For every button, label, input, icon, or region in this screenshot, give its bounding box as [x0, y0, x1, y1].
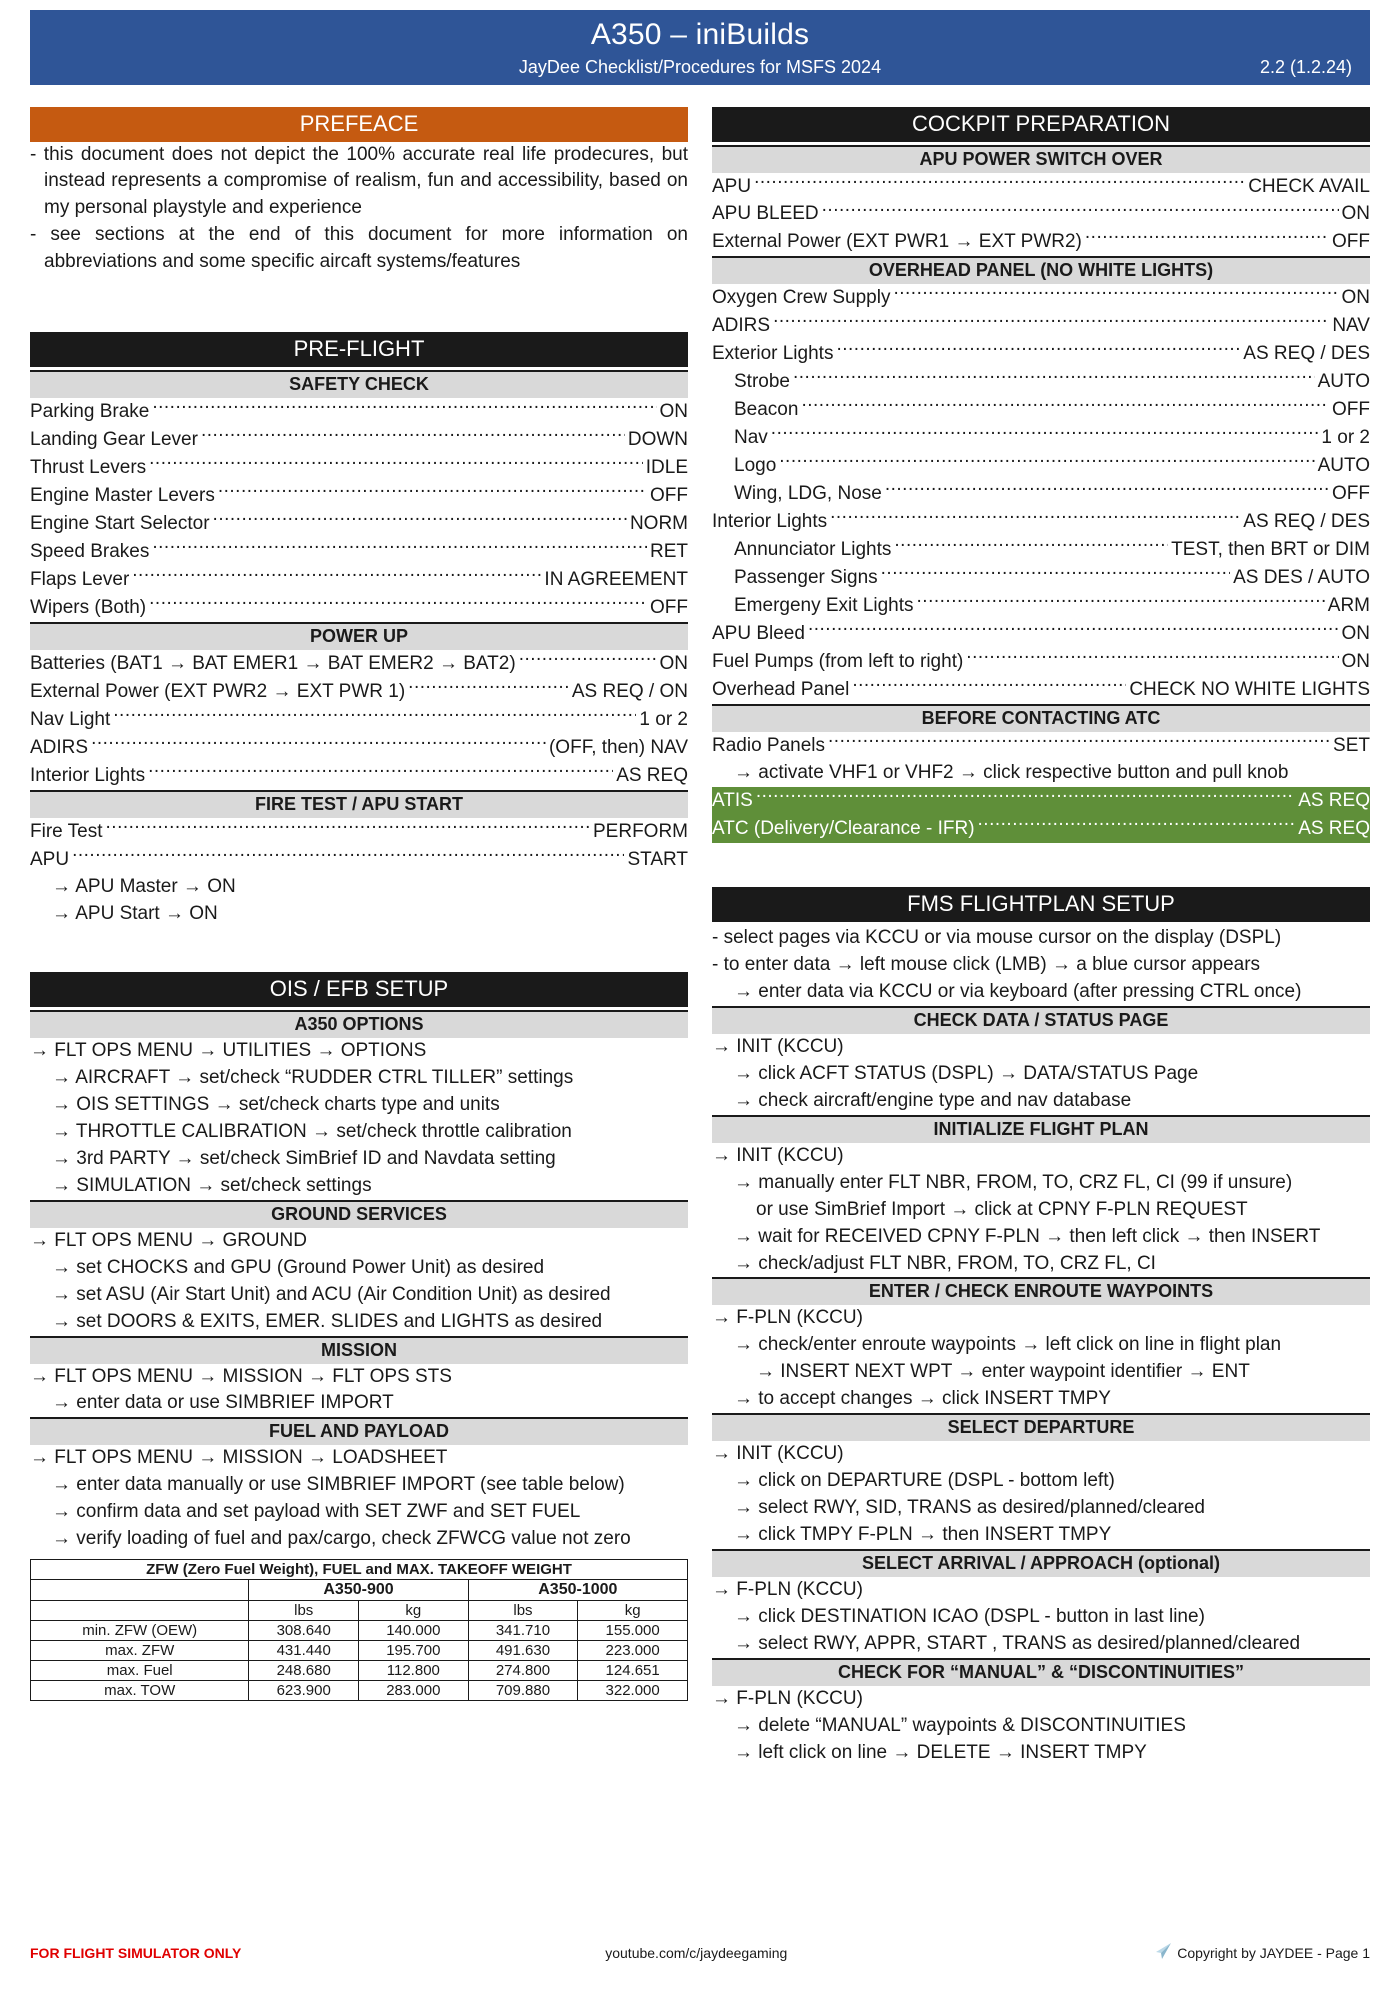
- leader-dots: [152, 538, 647, 557]
- note-line: → INIT (KCCU): [712, 1144, 844, 1166]
- note-line: → enter data via KCCU or via keyboard (after pressing CTRL once): [734, 980, 1302, 1002]
- subsection-a350-options: A350 OPTIONS: [30, 1010, 688, 1038]
- checklist-value: (OFF, then) NAV: [548, 737, 688, 758]
- leader-dots: [836, 340, 1240, 359]
- checklist-row: [712, 340, 1370, 368]
- page-footer: [30, 1942, 1370, 1963]
- checklist-label: Interior Lights: [712, 511, 828, 533]
- model-header-900: A350-900: [249, 1580, 468, 1601]
- subsection-overhead-panel: OVERHEAD PANEL (NO WHITE LIGHTS): [712, 256, 1370, 284]
- checklist-row: [712, 173, 1370, 201]
- checklist-label: Engine Start Selector: [30, 513, 210, 535]
- note-line: → set ASU (Air Start Unit) and ACU (Air Condition Unit) as desired: [52, 1283, 611, 1305]
- checklist-label: Radio Panels: [712, 734, 826, 756]
- checklist-row: [712, 424, 1370, 452]
- checklist-label: Nav: [734, 427, 768, 449]
- note-line: → F-PLN (KCCU): [712, 1688, 863, 1710]
- checklist-row: [30, 566, 688, 594]
- row-label: max. ZFW: [31, 1641, 249, 1661]
- checklist-row: [30, 482, 688, 510]
- note-line: → set DOORS & EXITS, EMER. SLIDES and LIGHTS as desired: [52, 1310, 603, 1332]
- leader-dots: [218, 482, 647, 501]
- checklist-row: [712, 480, 1370, 508]
- cell-value: 155.000: [578, 1621, 688, 1641]
- subsection-fuel-and-payload: FUEL AND PAYLOAD: [30, 1417, 688, 1445]
- checklist-value: START: [627, 848, 688, 870]
- subsection-safety-check: SAFETY CHECK: [30, 370, 688, 398]
- subsection-fire-test-apu-start: FIRE TEST / APU START: [30, 790, 688, 818]
- checklist-value: OFF: [650, 485, 688, 507]
- table-row: [31, 1601, 688, 1621]
- checklist-value: CHECK AVAIL: [1248, 175, 1370, 197]
- leader-dots: [519, 650, 657, 669]
- table-row: [31, 1681, 688, 1701]
- left-column: [30, 107, 688, 1768]
- checklist-value: IN AGREEMENT: [544, 569, 688, 591]
- checklist-row: [712, 620, 1370, 648]
- checklist-label: Wipers (Both): [30, 597, 147, 619]
- checklist-row: [30, 706, 688, 734]
- leader-dots: [756, 787, 1295, 806]
- checklist-value: SET: [1333, 734, 1370, 756]
- subsection-power-up: POWER UP: [30, 622, 688, 650]
- checklist-label: ATIS: [712, 789, 753, 811]
- note-line: → activate VHF1 or VHF2 → click respective button and pull knob: [734, 761, 1289, 783]
- cell-value: 124.651: [578, 1661, 688, 1681]
- note-line: → confirm data and set payload with SET ZWF and SET FUEL: [52, 1501, 581, 1523]
- page-subtitle: JayDee Checklist/Procedures for MSFS 2024: [518, 56, 882, 77]
- checklist-label: Parking Brake: [30, 401, 150, 423]
- cell-value: 274.800: [468, 1661, 578, 1681]
- table-row: [31, 1560, 688, 1580]
- checklist-label: Logo: [734, 455, 777, 477]
- checklist-row: [712, 592, 1370, 620]
- subsection-select-arrival-approach: SELECT ARRIVAL / APPROACH (optional): [712, 1549, 1370, 1577]
- note-line: → APU Start → ON: [52, 902, 218, 924]
- cell-value: 308.640: [249, 1621, 359, 1641]
- cell-value: 341.710: [468, 1621, 578, 1641]
- empty-corner-cell: [31, 1580, 249, 1601]
- footer-disclaimer: FOR FLIGHT SIMULATOR ONLY: [30, 1944, 242, 1961]
- note-line: → check/enter enroute waypoints → left click on line in flight plan: [734, 1334, 1282, 1356]
- cell-value: 112.800: [359, 1661, 469, 1681]
- note-line: → enter data or use SIMBRIEF IMPORT: [52, 1392, 394, 1414]
- subsection-check-for-manual-discontinuities: CHECK FOR “MANUAL” & “DISCONTINUITIES”: [712, 1658, 1370, 1686]
- note-line: → set CHOCKS and GPU (Ground Power Unit) as desired: [52, 1256, 545, 1278]
- checklist-label: Exterior Lights: [712, 343, 834, 365]
- checklist-label: Emergeny Exit Lights: [734, 595, 914, 617]
- checklist-label: APU Bleed: [712, 623, 805, 645]
- checklist-value: NAV: [1332, 315, 1370, 337]
- leader-dots: [822, 200, 1339, 219]
- page-header-banner: [30, 10, 1370, 85]
- checklist-label: Passenger Signs: [734, 567, 878, 589]
- preface-line-2: - see sections at the end of this document for more information on abbreviations and some specific aircaft systems/features: [30, 224, 688, 273]
- leader-dots: [408, 678, 569, 697]
- cell-value: 623.900: [249, 1681, 359, 1701]
- section-header-cockpit-preparation: COCKPIT PREPARATION: [712, 107, 1370, 145]
- checklist-value: AUTO: [1317, 455, 1370, 477]
- checklist-value: AS REQ / ON: [571, 681, 688, 703]
- note-line: - select pages via KCCU or via mouse cursor on the display (DSPL): [712, 926, 1282, 948]
- checklist-label: Fuel Pumps (from left to right): [712, 651, 964, 672]
- leader-dots: [213, 510, 627, 529]
- leader-dots: [773, 312, 1329, 331]
- note-line: → THROTTLE CALIBRATION → set/check throttle calibration: [52, 1120, 572, 1142]
- leader-dots: [148, 762, 613, 781]
- leader-dots: [201, 426, 625, 445]
- checklist-value: OFF: [1332, 231, 1370, 253]
- leader-dots: [771, 424, 1319, 443]
- checklist-label: Thrust Levers: [30, 457, 147, 479]
- checklist-label: Overhead Panel: [712, 678, 850, 700]
- checklist-value: ON: [1341, 203, 1370, 225]
- note-line: → select RWY, APPR, START , TRANS as desired/planned/cleared: [734, 1633, 1301, 1655]
- leader-dots: [801, 396, 1329, 415]
- checklist-value: DOWN: [627, 429, 688, 451]
- checklist-value: RET: [650, 541, 688, 563]
- checklist-row: [712, 536, 1370, 564]
- unit-header: kg: [359, 1601, 469, 1621]
- leader-dots: [828, 732, 1330, 751]
- leader-dots: [1085, 228, 1329, 247]
- paper-plane-icon: [1151, 1942, 1173, 1963]
- subsection-initialize-flight-plan: INITIALIZE FLIGHT PLAN: [712, 1115, 1370, 1143]
- checklist-row: [712, 732, 1370, 760]
- checklist-label: Fire Test: [30, 820, 103, 842]
- checklist-value: IDLE: [645, 457, 688, 479]
- subsection-ground-services: GROUND SERVICES: [30, 1200, 688, 1228]
- checklist-row-highlighted: [712, 787, 1370, 815]
- leader-dots: [149, 454, 643, 473]
- table-row: [31, 1641, 688, 1661]
- leader-dots: [132, 566, 541, 585]
- note-line: → check/adjust FLT NBR, FROM, TO, CRZ FL, CI: [734, 1252, 1156, 1274]
- note-line: → INIT (KCCU): [712, 1443, 844, 1465]
- checklist-row: [712, 200, 1370, 228]
- subsection-apu-power-switch-over: APU POWER SWITCH OVER: [712, 145, 1370, 173]
- cell-value: 195.700: [359, 1641, 469, 1661]
- checklist-label: External Power (EXT PWR2 → EXT PWR 1): [30, 681, 406, 703]
- cell-value: 140.000: [359, 1621, 469, 1641]
- checklist-value: TEST, then BRT or DIM: [1171, 539, 1370, 561]
- checklist-label: Flaps Lever: [30, 569, 130, 591]
- leader-dots: [793, 368, 1315, 387]
- leader-dots: [894, 536, 1168, 555]
- checklist-row: [30, 650, 688, 678]
- checklist-row: [30, 818, 688, 846]
- zfw-table-caption: ZFW (Zero Fuel Weight), FUEL and MAX. TAKEOFF WEIGHT: [31, 1560, 688, 1580]
- table-row: [31, 1580, 688, 1601]
- checklist-row: [712, 648, 1370, 676]
- note-line: → left click on line → DELETE → INSERT TMPY: [734, 1742, 1147, 1764]
- cell-value: 709.880: [468, 1681, 578, 1701]
- leader-dots: [152, 398, 656, 417]
- subsection-mission: MISSION: [30, 1336, 688, 1364]
- checklist-row: [712, 368, 1370, 396]
- leader-dots: [852, 676, 1126, 695]
- empty-corner-cell: [31, 1601, 249, 1621]
- note-line: → select RWY, SID, TRANS as desired/planned/cleared: [734, 1497, 1206, 1519]
- page-title: A350 – iniBuilds: [590, 18, 810, 51]
- checklist-label: ADIRS: [712, 315, 771, 337]
- model-header-1000: A350-1000: [468, 1580, 687, 1601]
- section-header-preface: PREFEACE: [30, 107, 688, 142]
- note-line: - to enter data → left mouse click (LMB) → a blue cursor appears: [712, 953, 1261, 975]
- checklist-value: CHECK NO WHITE LIGHTS: [1129, 678, 1370, 700]
- checklist-label: ADIRS: [30, 737, 89, 758]
- checklist-label: APU BLEED: [712, 203, 819, 225]
- leader-dots: [917, 592, 1325, 611]
- checklist-row: [30, 678, 688, 706]
- row-label: min. ZFW (OEW): [31, 1621, 249, 1641]
- checklist-value: ARM: [1327, 595, 1370, 617]
- section-header-fms-flightplan-setup: FMS FLIGHTPLAN SETUP: [712, 887, 1370, 925]
- checklist-row-highlighted: [712, 815, 1370, 843]
- note-line: → click DESTINATION ICAO (DSPL - button in last line): [734, 1606, 1205, 1628]
- footer-copyright-group: [1151, 1942, 1370, 1963]
- cell-value: 248.680: [249, 1661, 359, 1681]
- note-line: → INIT (KCCU): [712, 1035, 844, 1057]
- checklist-label: APU: [712, 175, 752, 197]
- note-line: → SIMULATION → set/check settings: [52, 1174, 372, 1196]
- leader-dots: [893, 284, 1338, 303]
- note-line: → AIRCRAFT → set/check “RUDDER CTRL TILLER” settings: [52, 1066, 574, 1088]
- checklist-row: [712, 508, 1370, 536]
- note-line: → FLT OPS MENU → GROUND: [30, 1229, 307, 1251]
- unit-header: lbs: [468, 1601, 578, 1621]
- checklist-row: [712, 312, 1370, 340]
- leader-dots: [978, 815, 1296, 834]
- leader-dots: [966, 648, 1338, 667]
- checklist-value: NORM: [629, 513, 688, 535]
- checklist-value: OFF: [1332, 399, 1370, 421]
- note-line: → FLT OPS MENU → UTILITIES → OPTIONS: [30, 1039, 427, 1061]
- subsection-select-departure: SELECT DEPARTURE: [712, 1413, 1370, 1441]
- checklist-label: Landing Gear Lever: [30, 429, 198, 451]
- checklist-value: ON: [659, 401, 688, 423]
- note-line: → FLT OPS MENU → MISSION → LOADSHEET: [30, 1447, 448, 1469]
- note-line: → click on DEPARTURE (DSPL - bottom left): [734, 1470, 1115, 1492]
- checklist-label: Nav Light: [30, 709, 111, 731]
- row-label: max. Fuel: [31, 1661, 249, 1681]
- leader-dots: [106, 818, 590, 837]
- note-line: → 3rd PARTY → set/check SimBrief ID and Navdata setting: [52, 1147, 556, 1169]
- leader-dots: [885, 480, 1329, 499]
- note-line: → F-PLN (KCCU): [712, 1307, 863, 1329]
- checklist-value: 1 or 2: [1321, 427, 1370, 449]
- checklist-value: ON: [659, 653, 688, 675]
- leader-dots: [91, 734, 546, 753]
- checklist-row: [30, 762, 688, 790]
- checklist-row: [712, 396, 1370, 424]
- note-line: → check aircraft/engine type and nav database: [734, 1089, 1132, 1111]
- unit-header: lbs: [249, 1601, 359, 1621]
- leader-dots: [72, 846, 624, 865]
- checklist-row: [712, 284, 1370, 312]
- note-line: → delete “MANUAL” waypoints & DISCONTINUITIES: [734, 1715, 1186, 1737]
- checklist-row: [30, 734, 688, 762]
- note-line: → APU Master → ON: [52, 875, 236, 897]
- note-line: → to accept changes → click INSERT TMPY: [734, 1388, 1111, 1410]
- checklist-label: Speed Brakes: [30, 541, 150, 563]
- cell-value: 223.000: [578, 1641, 688, 1661]
- checklist-row: [712, 676, 1370, 704]
- note-line: → FLT OPS MENU → MISSION → FLT OPS STS: [30, 1365, 452, 1387]
- checklist-value: AS DES / AUTO: [1233, 567, 1370, 589]
- note-line: → manually enter FLT NBR, FROM, TO, CRZ FL, CI (99 if unsure): [734, 1171, 1293, 1193]
- footer-youtube-link[interactable]: youtube.com/c/jaydeegaming: [605, 1944, 788, 1961]
- section-header-preflight: PRE-FLIGHT: [30, 332, 688, 370]
- checklist-value: AUTO: [1317, 371, 1370, 393]
- checklist-row: [30, 426, 688, 454]
- checklist-value: AS REQ: [616, 764, 688, 786]
- note-line: → F-PLN (KCCU): [712, 1579, 863, 1601]
- cell-value: 431.440: [249, 1641, 359, 1661]
- checklist-label: ATC (Delivery/Clearance - IFR): [712, 817, 975, 839]
- table-row: [31, 1661, 688, 1681]
- checklist-row: [30, 510, 688, 538]
- note-line: → INSERT NEXT WPT → enter waypoint identifier → ENT: [756, 1361, 1250, 1383]
- subsection-check-data-status-page: CHECK DATA / STATUS PAGE: [712, 1006, 1370, 1034]
- checklist-label: Interior Lights: [30, 764, 146, 786]
- checklist-label: Annunciator Lights: [734, 539, 892, 561]
- footer-copyright-text: Copyright by JAYDEE - Page 1: [1177, 1944, 1370, 1961]
- checklist-label: Strobe: [734, 371, 790, 393]
- checklist-label: Batteries (BAT1 → BAT EMER1 → BAT EMER2 → BAT2): [30, 653, 516, 675]
- section-header-ois-efb-setup: OIS / EFB SETUP: [30, 972, 688, 1010]
- checklist-row: [30, 846, 688, 874]
- cell-value: 491.630: [468, 1641, 578, 1661]
- zfw-table: [30, 1559, 688, 1701]
- subsection-enter-check-enroute-waypoints: ENTER / CHECK ENROUTE WAYPOINTS: [712, 1277, 1370, 1305]
- cell-value: 322.000: [578, 1681, 688, 1701]
- leader-dots: [113, 706, 636, 725]
- leader-dots: [808, 620, 1339, 639]
- checklist-row: [712, 564, 1370, 592]
- checklist-value: OFF: [650, 597, 688, 619]
- checklist-value: 1 or 2: [639, 709, 688, 731]
- right-column: [712, 107, 1370, 1768]
- document-body: [0, 107, 1400, 1768]
- note-line: → verify loading of fuel and pax/cargo, check ZFWCG value not zero: [52, 1528, 631, 1550]
- checklist-label: Oxygen Crew Supply: [712, 287, 891, 309]
- leader-dots: [149, 594, 647, 613]
- checklist-label: Beacon: [734, 399, 799, 421]
- leader-dots: [779, 452, 1314, 471]
- note-line: → OIS SETTINGS → set/check charts type and units: [52, 1093, 500, 1115]
- row-label: max. TOW: [31, 1681, 249, 1701]
- leader-dots: [830, 508, 1240, 527]
- checklist-value: ON: [1341, 287, 1370, 309]
- checklist-label: APU: [30, 848, 70, 870]
- cell-value: 283.000: [359, 1681, 469, 1701]
- note-line: → wait for RECEIVED CPNY F-PLN → then left click → then INSERT: [734, 1225, 1321, 1247]
- note-line: → click TMPY F-PLN → then INSERT TMPY: [734, 1524, 1112, 1546]
- checklist-value: AS REQ: [1298, 817, 1370, 839]
- checklist-row: [30, 398, 688, 426]
- checklist-value: ON: [1341, 623, 1370, 645]
- checklist-row: [30, 538, 688, 566]
- checklist-value: ON: [1341, 651, 1370, 672]
- checklist-value: AS REQ / DES: [1243, 511, 1370, 533]
- preface-line-1: - this document does not depict the 100% accurate real life prodecures, but instead represents a compromise of realism, fun and accessibility, based on my personal playstyle and experience: [30, 143, 688, 219]
- subsection-before-contacting-atc: BEFORE CONTACTING ATC: [712, 704, 1370, 732]
- checklist-row: [712, 452, 1370, 480]
- unit-header: kg: [578, 1601, 688, 1621]
- checklist-row: [30, 594, 688, 622]
- note-line: or use SimBrief Import → click at CPNY F-PLN REQUEST: [756, 1198, 1248, 1220]
- checklist-value: AS REQ: [1298, 789, 1370, 811]
- checklist-row: [30, 454, 688, 482]
- leader-dots: [881, 564, 1230, 583]
- checklist-label: Engine Master Levers: [30, 485, 215, 507]
- checklist-label: External Power (EXT PWR1 → EXT PWR2): [712, 231, 1082, 253]
- checklist-value: AS REQ / DES: [1243, 343, 1370, 365]
- note-line: → enter data manually or use SIMBRIEF IMPORT (see table below): [52, 1474, 625, 1496]
- checklist-value: PERFORM: [593, 820, 688, 842]
- checklist-row: [712, 228, 1370, 256]
- leader-dots: [754, 173, 1245, 192]
- table-row: [31, 1621, 688, 1641]
- document-version: 2.2 (1.2.24): [1259, 56, 1352, 77]
- checklist-value: OFF: [1332, 483, 1370, 505]
- note-line: → click ACFT STATUS (DSPL) → DATA/STATUS Page: [734, 1062, 1199, 1084]
- checklist-label: Wing, LDG, Nose: [734, 483, 882, 505]
